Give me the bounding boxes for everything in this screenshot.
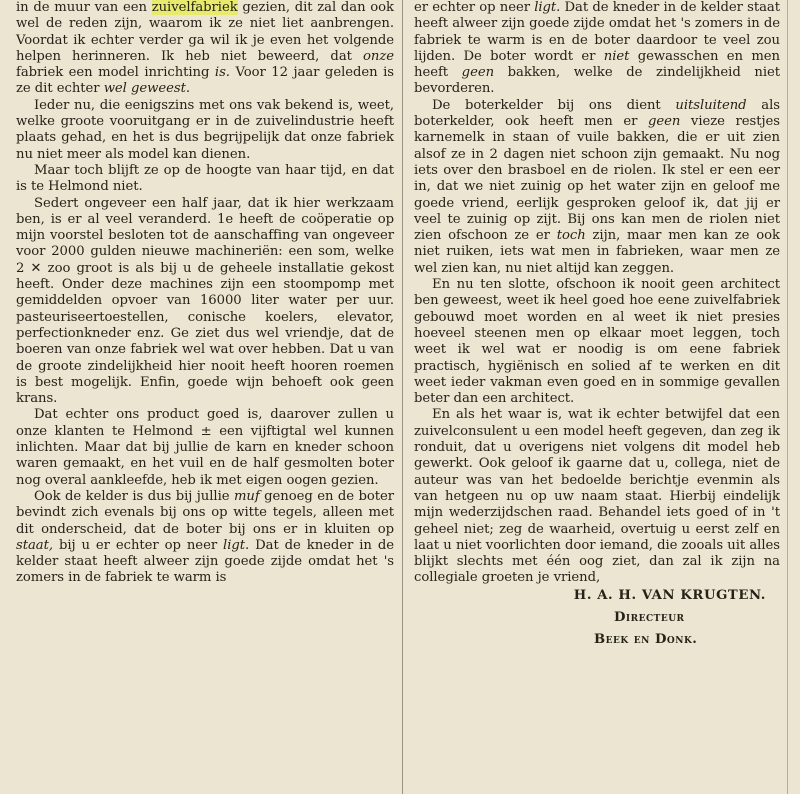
text-run: in de muur van een	[16, 0, 152, 15]
column-divider	[402, 0, 403, 794]
left-paragraph-2: Ieder nu, die eenigszins met ons vak bekend is, weet, welke groote vooruitgang er in de zuivelindustrie heeft plaats gehad, en het is dus begrijpelijk dat onze fabriek nu niet meer als model kan dienen.	[16, 97, 394, 162]
text-run: gezien, dit zal dan ook wel de reden zijn, waarom ik ze niet liet aanbrengen. Voordat ik echter verder ga wil ik je even het volgende helpen herinneren. Ik heb niet beweerd, dat	[16, 0, 394, 64]
text-run: als boterkelder, ook heeft men er	[414, 97, 781, 130]
italic-run: toch	[556, 228, 586, 244]
text-run: zijn, maar men kan ze ook niet ruiken, iets wat men in fabrieken, waar men ze wel zien kan, nu niet altijd kan zeggen.	[414, 228, 780, 276]
left-paragraph-3: Maar toch blijft ze op de hoogte van haar tijd, en dat is te Helmond niet.	[16, 162, 394, 195]
italic-run: staat,	[16, 537, 53, 553]
text-run: genoeg en de boter bevindt zich evenals bij ons op witte tegels, alleen met dit onderscheid, dat de boter bij ons er in kluiten op	[16, 488, 395, 537]
italic-run: wel geweest.	[103, 81, 190, 97]
italic-run: ligt.	[534, 0, 561, 15]
right-paragraph-2	[414, 98, 780, 277]
italic-run: onze	[363, 48, 394, 64]
text-run: Ook de kelder is dus bij jullie	[34, 488, 234, 504]
right-paragraph-1	[414, 0, 780, 98]
left-paragraph-5: Dat echter ons product goed is, daarover zullen u onze klanten te Helmond ± een vijftigtal wel kunnen inlichten. Maar dat bij jullie de karn en kneder schoon waren gemaakt, en het vuil en de half gesmolten boter nog overal aankleefde, heb ik met eigen oogen gezien.	[16, 407, 394, 488]
left-column	[16, 0, 394, 587]
left-paragraph-6	[16, 489, 394, 587]
text-run: gewasschen en men heeft	[414, 48, 780, 81]
italic-run: geen	[647, 114, 681, 130]
italic-run: muf	[233, 488, 260, 504]
text-run: Voor 12 jaar geleden is ze dit echter	[16, 65, 394, 97]
text-run: fabriek een model inrichting	[16, 65, 215, 81]
text-run: Dat de kneder in de kelder staat heeft alweer zijn goede zijde omdat het 's zomers in de fabriek te warm is	[16, 537, 394, 586]
signature-place: Beek en Donk.	[594, 632, 698, 648]
italic-run: niet	[603, 48, 630, 64]
highlighted-word: zuivelfabriek	[151, 0, 238, 15]
text-run: bakken, welke de zindelijkheid niet bevorderen.	[414, 65, 780, 97]
right-edge-rule	[787, 0, 788, 794]
signature-title: Directeur	[614, 609, 685, 625]
italic-run: is.	[214, 65, 230, 81]
text-run: vieze restjes karnemelk in staan of vuile bakken, die er uit zien alsof ze in 2 dagen niet schoon zijn gemaakt. Nu nog iets over den brasboel en de riolen. Ik stel er een eer in, dat we niet zuinig op het water zijn en geloof me goede vriend, eerlijk gesproken geloof ik, dat jij er veel te zuinig op zijt. Bij ons kan men de riolen niet zien ofschoon ze er	[414, 114, 780, 244]
text-run: er echter op neer	[414, 0, 535, 15]
text-run: bij u er echter op neer	[52, 537, 224, 553]
right-column	[414, 0, 780, 649]
left-paragraph-1	[16, 0, 394, 98]
text-run: De boterkelder bij ons dient	[432, 97, 676, 113]
italic-run: geen	[461, 65, 495, 81]
italic-run: ligt.	[223, 537, 250, 553]
signature-name: H. A. H. VAN KRUGTEN.	[573, 587, 766, 603]
italic-run: uitsluitend	[675, 97, 747, 113]
right-paragraph-4: En als het waar is, wat ik echter betwijfel dat een zuivelconsulent u een model heeft gegeven, dan zeg ik ronduit, dat u overigens niet volgens dit model heb gewerkt. Ook geloof ik gaarne dat u, collega, niet de auteur was van het bedoelde berichtje evenmin als van hetgeen nu op uw naam staat. Hierbij eindelijk mijn wederzijdschen raad. Behandel iets goed of in 't geheel niet; zeg de waarheid, overtuig u eerst zelf en laat u niet voorlichten door iemand, die zooals uit alles blijkt slechts met één oog ziet, dan zal ik zijn na collegiale groeten je vriend,	[414, 407, 780, 586]
left-paragraph-4: Sedert ongeveer een half jaar, dat ik hier werkzaam ben, is er al veel veranderd. 1e heeft de coöperatie op mijn voorstel besloten tot de aanschaffing van ongeveer voor 2000 gulden nieuwe machineriën: een som, welke 2 ✕ zoo groot is als bij u de geheele installatie gekost heeft. Onder deze machines zijn een stoompomp met gemiddelden opvoer van 16000 liter water per uur. pasteuriseertoestellen, conische koelers, elevator, perfectionkneder enz. Ge ziet dus wel vriendje, dat de boeren van onze fabriek wel wat over hebben. Dat u van de groote zindelijkheid hier nooit heeft hooren roemen is best mogelijk. Enfin, goede wijn behoeft ook geen krans.	[16, 195, 394, 407]
right-paragraph-3: En nu ten slotte, ofschoon ik nooit geen architect ben geweest, weet ik heel goed hoe eene zuivelfabriek gebouwd moet worden en al weet ik niet presies hoeveel steenen men op elkaar moet leggen, toch weet ik wel wat er noodig is om eene fabriek practisch, hygiënisch en solied af te werken en dit weet ieder vakman even goed en in sommige gevallen beter dan een architect.	[414, 277, 780, 407]
text-run: Dat de kneder in de kelder staat heeft alweer zijn goede zijde omdat het 's zomers in de fabriek te warm is en de boter daardoor te veel zou lijden. De boter wordt er	[414, 0, 780, 64]
